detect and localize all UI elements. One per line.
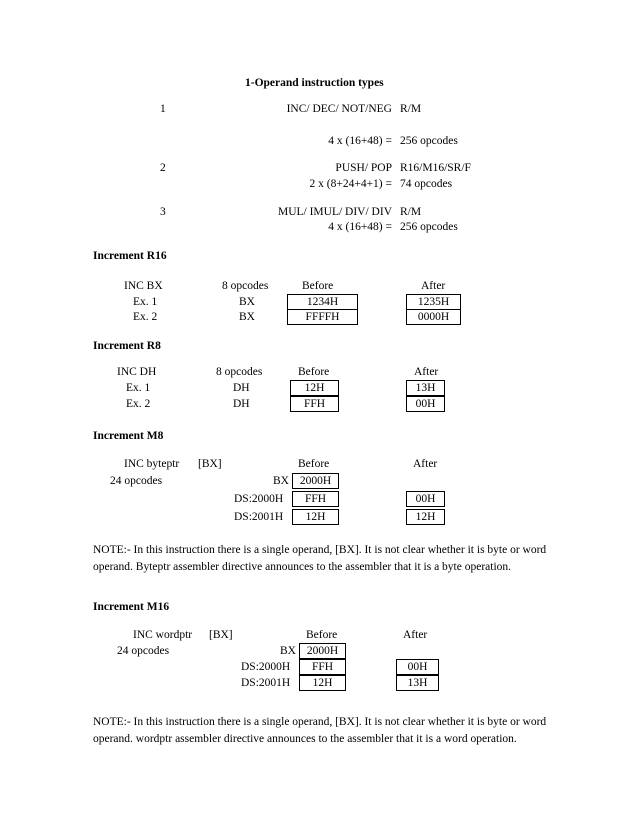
r16-after-value: 1235H xyxy=(406,294,461,310)
type-formula: 4 x (16+48) = xyxy=(328,135,392,147)
section-heading-r16: Increment R16 xyxy=(93,250,167,262)
section-heading-r8: Increment R8 xyxy=(93,340,161,352)
type-instr: MUL/ IMUL/ DIV/ DIV xyxy=(277,206,392,218)
r8-after-value: 13H xyxy=(406,380,445,396)
type-operand: R/M xyxy=(400,206,422,218)
type-count: 256 opcodes xyxy=(400,221,458,233)
r8-register: DH xyxy=(233,382,250,394)
r8-opcodes: 8 opcodes xyxy=(216,366,263,378)
m8-opcodes: 24 opcodes xyxy=(110,475,163,487)
m8-before-header: Before xyxy=(298,458,330,470)
r16-before-value: 1234H xyxy=(287,294,358,310)
m8-note: NOTE:- In this instruction there is a single operand, [BX]. It is not clear whether it is byte or word operand. Byteptr assembler directive announces to the assembler that it is a byte operation. xyxy=(93,544,547,573)
r16-register: BX xyxy=(239,311,255,323)
r8-after-value: 00H xyxy=(406,396,445,412)
m8-bx-value: 2000H xyxy=(292,473,339,489)
m8-before-value: 12H xyxy=(292,509,339,525)
r8-example-label: Ex. 1 xyxy=(126,382,151,394)
r8-before-value: FFH xyxy=(290,396,339,412)
r16-before-header: Before xyxy=(302,280,334,292)
r8-after-header: After xyxy=(414,366,439,378)
r8-before-value: 12H xyxy=(290,380,339,396)
m8-address: DS:2000H xyxy=(234,493,284,505)
m8-after-value: 12H xyxy=(406,509,445,525)
section-heading-m8: Increment M8 xyxy=(93,430,164,442)
type-number: 1 xyxy=(160,103,166,115)
m16-after-value: 00H xyxy=(396,659,439,675)
r16-opcodes: 8 opcodes xyxy=(222,280,269,292)
r16-example-label: Ex. 1 xyxy=(133,296,158,308)
m16-before-header: Before xyxy=(306,629,338,641)
m16-instr: INC wordptr xyxy=(133,629,193,641)
type-formula: 2 x (8+24+4+1) = xyxy=(309,178,392,190)
m8-after-value: 00H xyxy=(406,491,445,507)
m8-bx-label: BX xyxy=(273,475,289,487)
r16-after-value: 0000H xyxy=(406,309,461,325)
type-operand: R/M xyxy=(400,103,422,115)
r16-after-header: After xyxy=(421,280,446,292)
m8-operand: [BX] xyxy=(198,458,222,470)
type-count: 256 opcodes xyxy=(400,135,458,147)
section-heading-m16: Increment M16 xyxy=(93,601,170,613)
type-count: 74 opcodes xyxy=(400,178,453,190)
r8-register: DH xyxy=(233,398,250,410)
type-instr: PUSH/ POP xyxy=(335,162,392,174)
m16-bx-label: BX xyxy=(280,645,296,657)
m16-before-value: 12H xyxy=(299,675,346,691)
m16-before-value: FFH xyxy=(299,659,346,675)
type-instr: INC/ DEC/ NOT/NEG xyxy=(286,103,392,115)
type-operand: R16/M16/SR/F xyxy=(400,162,471,174)
r8-before-header: Before xyxy=(298,366,330,378)
m8-instr: INC byteptr xyxy=(124,458,180,470)
m16-address: DS:2001H xyxy=(241,677,291,689)
m16-after-header: After xyxy=(403,629,428,641)
r8-instr: INC DH xyxy=(117,366,157,378)
m16-opcodes: 24 opcodes xyxy=(117,645,170,657)
m16-note: NOTE:- In this instruction there is a single operand, [BX]. It is not clear whether it is byte or word operand. wordptr assembler directive announces to the assembler that it is a word operation. xyxy=(93,716,547,745)
type-number: 2 xyxy=(160,162,166,174)
type-number: 3 xyxy=(160,206,166,218)
r8-example-label: Ex. 2 xyxy=(126,398,151,410)
r16-before-value: FFFFH xyxy=(287,309,358,325)
page-title: 1-Operand instruction types xyxy=(245,77,384,89)
m8-after-header: After xyxy=(413,458,438,470)
r16-register: BX xyxy=(239,296,255,308)
m8-address: DS:2001H xyxy=(234,511,284,523)
r16-example-label: Ex. 2 xyxy=(133,311,158,323)
m16-address: DS:2000H xyxy=(241,661,291,673)
m16-operand: [BX] xyxy=(209,629,233,641)
m16-after-value: 13H xyxy=(396,675,439,691)
m16-bx-value: 2000H xyxy=(299,643,346,659)
r16-instr: INC BX xyxy=(124,280,163,292)
m8-before-value: FFH xyxy=(292,491,339,507)
type-formula: 4 x (16+48) = xyxy=(328,221,392,233)
